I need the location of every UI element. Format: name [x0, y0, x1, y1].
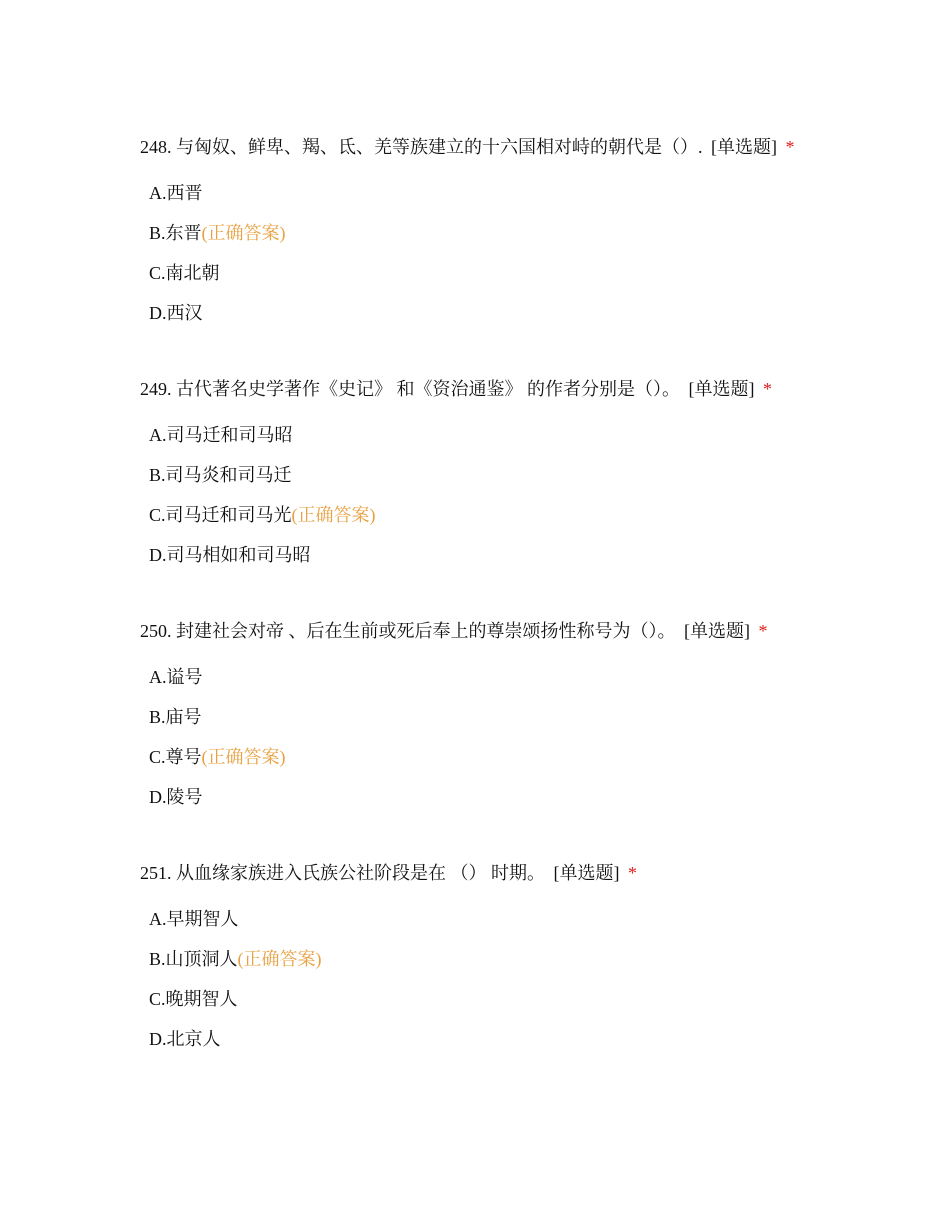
option-b [149, 705, 920, 729]
option-b [149, 947, 920, 971]
option-d [149, 785, 920, 809]
question-text: 与匈奴、鲜卑、羯、氐、羌等族建立的十六国相对峙的朝代是（）. [176, 137, 703, 157]
option-d [149, 1027, 920, 1051]
option-a [149, 907, 920, 931]
option-label: C.南北朝 [149, 263, 220, 283]
option-c [149, 745, 920, 769]
question-text: 古代著名史学著作《史记》 和《资治通鉴》 的作者分别是（）。 [176, 379, 680, 399]
question-249 [140, 377, 920, 583]
option-label: C.晚期智人 [149, 989, 238, 1009]
option-a [149, 181, 920, 205]
option-label: C.尊号 [149, 747, 202, 767]
question-type: [单选题] [711, 137, 777, 157]
option-label: D.司马相如和司马昭 [149, 545, 311, 565]
option-label: D.西汉 [149, 303, 203, 323]
option-label: A.早期智人 [149, 909, 239, 929]
option-label: B.庙号 [149, 707, 202, 727]
correct-answer-tag: (正确答案) [237, 949, 322, 969]
option-b [149, 221, 920, 245]
question-number: 251. [140, 863, 172, 883]
required-mark: * [785, 137, 795, 157]
question-251 [140, 861, 920, 1067]
correct-answer-tag: (正确答案) [201, 747, 286, 767]
option-label: B.东晋 [149, 223, 202, 243]
option-label: C.司马迁和司马光 [149, 505, 292, 525]
option-b [149, 463, 920, 487]
option-label: D.陵号 [149, 787, 203, 807]
option-label: D.北京人 [149, 1029, 221, 1049]
question-title [140, 135, 920, 159]
option-c [149, 987, 920, 1011]
option-list [140, 907, 920, 1051]
question-248 [140, 135, 920, 341]
option-d [149, 543, 920, 567]
question-text: 封建社会对帝 、后在生前或死后奉上的尊崇颂扬性称号为（）。 [176, 621, 676, 641]
option-label: A.西晋 [149, 183, 203, 203]
question-type: [单选题] [553, 863, 620, 883]
question-title [140, 619, 920, 643]
option-label: B.司马炎和司马迁 [149, 465, 292, 485]
required-mark: * [628, 863, 637, 883]
option-a [149, 423, 920, 447]
option-c [149, 503, 920, 527]
option-list [140, 181, 920, 325]
option-label: A.谥号 [149, 667, 203, 687]
option-label: B.山顶洞人 [149, 949, 238, 969]
required-mark: * [758, 621, 768, 641]
option-list [140, 423, 920, 567]
option-label: A.司马迁和司马昭 [149, 425, 293, 445]
question-250 [140, 619, 920, 825]
question-type: [单选题] [688, 379, 755, 399]
option-a [149, 665, 920, 689]
question-type: [单选题] [684, 621, 750, 641]
option-list [140, 665, 920, 809]
option-d [149, 301, 920, 325]
correct-answer-tag: (正确答案) [291, 505, 376, 525]
question-title [140, 861, 920, 885]
question-number: 250. [140, 621, 172, 641]
question-text: 从血缘家族进入氏族公社阶段是在 （） 时期。 [176, 863, 545, 883]
question-number: 248. [140, 137, 172, 157]
required-mark: * [763, 379, 772, 399]
question-number: 249. [140, 379, 172, 399]
option-c [149, 261, 920, 285]
question-title [140, 377, 920, 401]
correct-answer-tag: (正确答案) [201, 223, 286, 243]
